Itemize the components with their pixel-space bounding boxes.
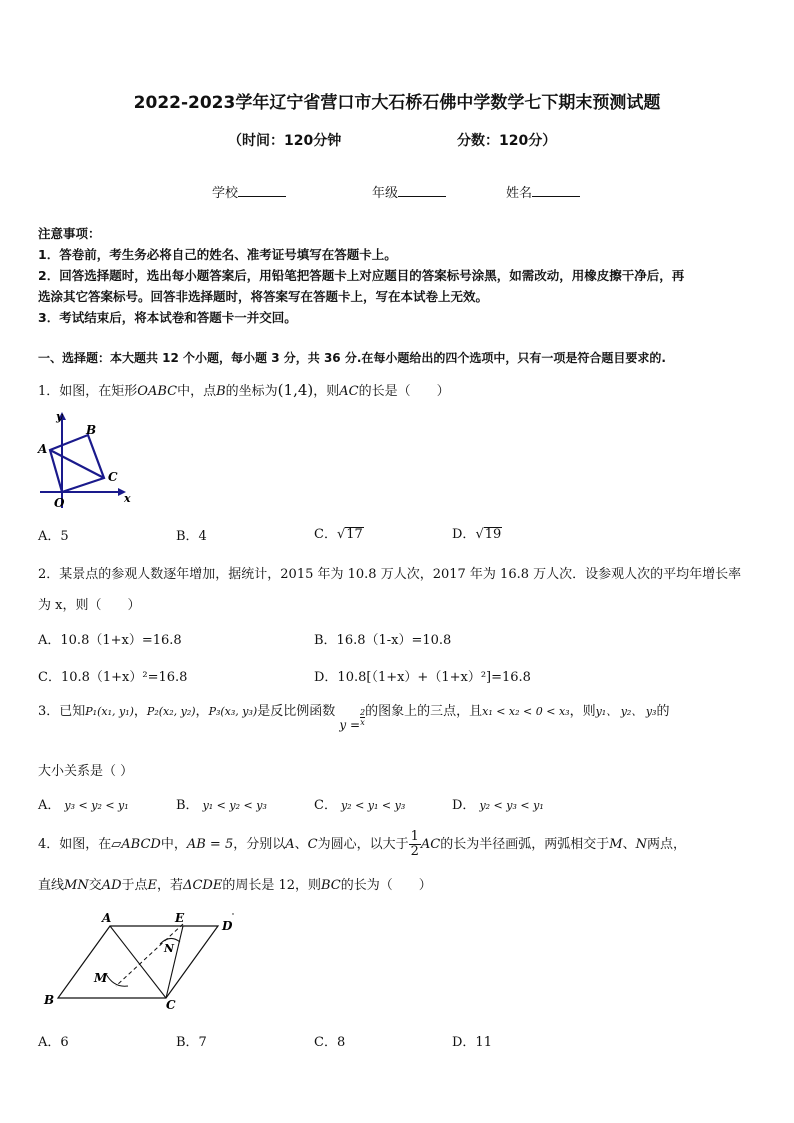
label-m: M — [94, 971, 108, 985]
grade-blank — [398, 184, 446, 197]
full-score: 分数：120分） — [457, 133, 557, 149]
question-4-line2: 直线MN交AD于点E，若ΔCDE的周长是 12，则BC的长为（ ） — [38, 878, 432, 893]
q4-option-b[interactable]: B．7 — [176, 1035, 207, 1050]
note-item-3: 3．考试结束后，将本试卷和答题卡一并交回。 — [38, 310, 297, 325]
q1-option-c[interactable]: C．√17 — [314, 527, 363, 542]
name-label: 姓名 — [506, 186, 533, 201]
diagonal-ac — [110, 926, 166, 998]
question-2-line2: 为 x，则（ ） — [38, 598, 141, 613]
parallelogram-abcd-figure — [38, 908, 238, 1012]
q2-option-a[interactable]: A．10.8（1+x）=16.8 — [38, 633, 182, 648]
time-limit: （时间：120分钟 — [228, 133, 342, 149]
question-1-stem: 1．如图，在矩形OABC中，点B的坐标为(1,4)，则AC的长是（ ） — [38, 381, 450, 399]
q3-option-a[interactable]: A． y₃ < y₂ < y₁ — [38, 798, 129, 813]
q3-option-b[interactable]: B． y₁ < y₂ < y₃ — [176, 798, 267, 813]
grade-label: 年级 — [372, 186, 399, 201]
q2-option-c[interactable]: C．10.8（1+x）²=16.8 — [38, 670, 188, 685]
q3-option-c[interactable]: C． y₂ < y₁ < y₃ — [314, 798, 406, 813]
section-heading: 一、选择题：本大题共 12 个小题，每小题 3 分，共 36 分.在每小题给出的四个选项中，只有一项是符合题目要求的. — [38, 351, 666, 365]
name-blank — [532, 184, 580, 197]
label-x: x — [124, 492, 131, 505]
name-field — [506, 182, 580, 201]
q4-option-d[interactable]: D．11 — [452, 1035, 492, 1050]
arc-m — [106, 974, 128, 986]
note-item-1: 1．答卷前，考生务必将自己的姓名、准考证号填写在答题卡上。 — [38, 247, 397, 262]
label-a: A — [102, 911, 112, 925]
question-4-line1: 4．如图，在▱ABCD中，AB = 5，分别以A、C为圆心，以大于 $\frac{1}{2}$ AC的长为半径画弧，两弧相交于M、N两点， — [38, 829, 686, 859]
label-b: B — [86, 423, 97, 437]
label-o: O — [54, 496, 65, 510]
school-field — [212, 182, 286, 201]
label-d: D — [222, 919, 233, 933]
question-3-line1: 3．已知P₁(x₁, y₁)，P₂(x₂, y₂)，P₃(x₃, y₃)是反比例函数 y = $\frac{2}{x}$ 的图象上的三点，且x₁ < x₂ < 0 < x₃，则y₁、 y₂、 y₃的 — [38, 704, 670, 732]
school-label: 学校 — [212, 186, 239, 201]
q1-option-d[interactable]: D．√19 — [452, 527, 502, 542]
label-n: N — [164, 942, 175, 955]
note-item-2a: 2．回答选择题时，选出每小题答案后，用铅笔把答题卡上对应题目的答案标号涂黑，如需改动，用橡皮擦干净后，再 — [38, 268, 685, 283]
question-3-line2: 大小关系是（ ） — [38, 764, 134, 779]
school-blank — [238, 184, 286, 197]
grade-field — [372, 182, 446, 201]
q1-option-a[interactable]: A．5 — [38, 529, 69, 544]
q2-option-d[interactable]: D．10.8[（1+x）+（1+x）²]=16.8 — [314, 670, 531, 685]
q2-option-b[interactable]: B．16.8（1-x）=10.8 — [314, 633, 452, 648]
note-item-2b: 选涂其它答案标号。回答非选择题时，将答案写在答题卡上，写在本试卷上无效。 — [38, 289, 489, 304]
q1-option-b[interactable]: B．4 — [176, 529, 207, 544]
label-a: A — [38, 442, 48, 456]
q4-option-a[interactable]: A．6 — [38, 1035, 69, 1050]
page-title: 2022-2023学年辽宁省营口市大石桥石佛中学数学七下期末预测试题 — [133, 93, 661, 113]
label-b: B — [44, 993, 55, 1007]
label-y: y — [56, 410, 63, 423]
stray-dot — [232, 913, 233, 914]
rectangle-oabc-figure — [36, 408, 136, 516]
question-2-line1: 2．某景点的参观人数逐年增加，据统计，2015 年为 10.8 万人次，2017 年为 16.8 万人次．设参观人次的平均年增长率 — [38, 567, 742, 582]
notes-heading: 注意事项： — [38, 226, 101, 241]
q4-option-c[interactable]: C．8 — [314, 1035, 346, 1050]
q3-option-d[interactable]: D． y₂ < y₃ < y₁ — [452, 798, 544, 813]
label-e: E — [175, 911, 185, 925]
label-c: C — [166, 998, 176, 1012]
label-c: C — [108, 470, 118, 484]
